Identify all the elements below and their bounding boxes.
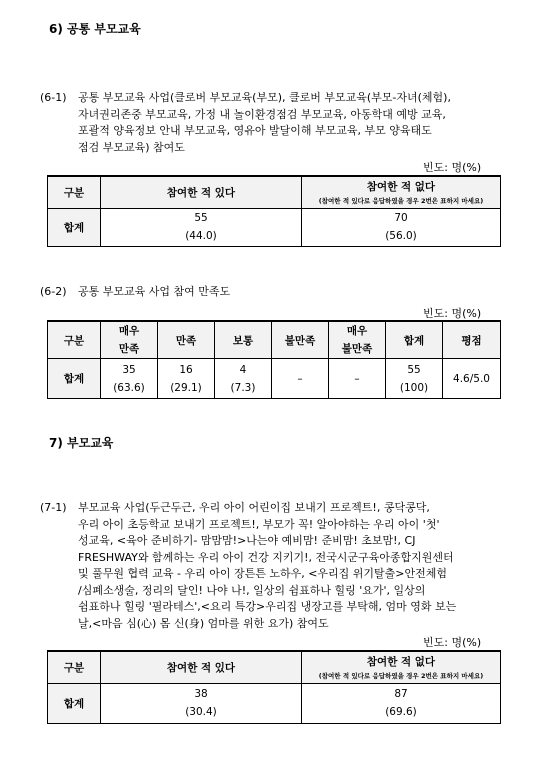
header-not-participated-label: 참여한 적 없다 xyxy=(366,181,436,194)
question-7-1-line: FRESHWAY와 함께하는 우리 아이 건강 지키기!, 전국시군구육아종합지원센터 xyxy=(78,550,454,564)
cell-percent: (29.1) xyxy=(170,381,202,394)
header-dissatisfied: 불만족 xyxy=(272,321,329,359)
header-not-participated-label: 참여한 적 없다 xyxy=(366,656,436,669)
unit-label-7-1: 빈도: 명(%) xyxy=(423,636,482,649)
question-7-1-line: 우리 아이 초등학교 보내기 프로젝트!, 부모가 꼭! 알아야하는 우리 아이 '첫' xyxy=(78,517,440,531)
question-6-1-line: 포괄적 양육정보 안내 부모교육, 영유아 발달이해 부모교육, 부모 양육태도 xyxy=(78,124,432,137)
header-note: (참여한 적 있다로 응답하였을 경우 2번은 표하지 마세요) xyxy=(318,197,484,206)
cell-participated xyxy=(101,208,302,246)
cell-very-dissatisfied: – xyxy=(329,359,386,399)
header-line: 만족 xyxy=(118,343,140,355)
question-7-1-line: 날,<마음 심(心) 몸 신(身) 엄마를 위한 요가) 참여도 xyxy=(78,616,329,630)
question-7-1-line: /심폐소생술, 정리의 달인! 나야 나!, 일상의 쉼표하나 힐링 '요가', 일상의 xyxy=(78,583,426,597)
cell-not-participated xyxy=(302,683,501,723)
header-category: 구분 xyxy=(48,321,101,359)
table-6-1 xyxy=(47,175,501,247)
cell-not-participated xyxy=(302,208,501,246)
question-6-1 xyxy=(40,90,451,156)
cell-count: 35 xyxy=(122,363,136,376)
question-7-1-line: 및 풀무원 협력 교육 - 우리 아이 장튼튼 노하우, <우리집 위기탈출>안전체험 xyxy=(78,567,448,580)
header-line: 불만족 xyxy=(341,343,373,355)
cell-neutral xyxy=(215,359,272,399)
unit-label-6-2: 빈도: 명(%) xyxy=(423,307,482,320)
row-total-label: 합계 xyxy=(48,683,101,723)
cell-total xyxy=(386,359,443,399)
cell-percent: (69.6) xyxy=(385,706,417,718)
header-not-participated xyxy=(302,651,501,683)
cell-very-satisfied xyxy=(101,359,158,399)
question-6-1-number: (6-1) xyxy=(40,91,67,104)
header-category: 구분 xyxy=(48,651,101,683)
cell-count: 4 xyxy=(239,363,247,376)
question-6-1-line: 자녀권리존중 부모교육, 가정 내 놀이환경점검 부모교육, 아동학대 예방 교육, xyxy=(78,107,446,121)
cell-percent: (30.4) xyxy=(185,706,217,718)
cell-count: 55 xyxy=(407,363,421,376)
unit-label-6-1: 빈도: 명(%) xyxy=(423,161,482,174)
cell-percent: (63.6) xyxy=(113,381,145,394)
header-score: 평점 xyxy=(443,321,501,359)
question-6-2-text: 공통 부모교육 사업 참여 만족도 xyxy=(78,285,231,298)
header-line: 매우 xyxy=(346,325,368,337)
cell-count: 38 xyxy=(194,688,208,700)
header-participated: 참여한 적 있다 xyxy=(101,651,302,683)
header-not-participated xyxy=(302,176,501,208)
cell-count: 87 xyxy=(394,688,408,700)
section-6-title: 6) 공통 부모교육 xyxy=(49,22,141,36)
cell-participated xyxy=(101,683,302,723)
cell-dissatisfied: – xyxy=(272,359,329,399)
cell-percent: (100) xyxy=(399,381,429,394)
header-note: (참여한 적 있다로 응답하였을 경우 2번은 표하지 마세요) xyxy=(318,672,484,681)
header-participated: 참여한 적 있다 xyxy=(101,176,302,208)
cell-count: 55 xyxy=(194,212,208,224)
question-7-1-line: 부모교육 사업(두근두근, 우리 아이 어린이집 보내기 프로젝트!, 콩닥콩닥, xyxy=(78,501,430,514)
cell-percent: (56.0) xyxy=(385,230,417,242)
row-total-label: 합계 xyxy=(48,359,101,399)
cell-percent: (7.3) xyxy=(230,381,256,394)
header-category: 구분 xyxy=(48,176,101,208)
table-6-2 xyxy=(47,320,501,399)
header-line: 매우 xyxy=(118,325,140,337)
row-total-label: 합계 xyxy=(48,208,101,246)
question-6-2 xyxy=(40,284,230,301)
header-very-satisfied xyxy=(101,321,158,359)
question-7-1-line: 쉼표하나 힐링 '필라테스',<요리 특강>우리집 냉장고를 부탁해, 엄마 영화 보는 xyxy=(78,600,457,613)
cell-satisfied xyxy=(158,359,215,399)
cell-count: 70 xyxy=(394,212,408,224)
question-7-1 xyxy=(40,500,456,632)
question-7-1-number: (7-1) xyxy=(40,501,67,514)
question-6-1-line: 공통 부모교육 사업(클로버 부모교육(부모), 클로버 부모교육(부모-자녀(체험), xyxy=(78,91,451,104)
header-neutral: 보통 xyxy=(215,321,272,359)
header-total: 합계 xyxy=(386,321,443,359)
question-6-1-line: 점검 부모교육) 참여도 xyxy=(78,140,185,154)
question-6-2-number: (6-2) xyxy=(40,285,67,298)
cell-percent: (44.0) xyxy=(185,230,217,242)
cell-score: 4.6/5.0 xyxy=(443,359,501,399)
question-7-1-line: 성교육, <육아 준비하기- 맘맘맘!>나는야 예비맘! 준비맘! 초보맘!, CJ xyxy=(78,534,416,547)
header-very-dissatisfied xyxy=(329,321,386,359)
section-7-title: 7) 부모교육 xyxy=(49,436,114,450)
table-7-1 xyxy=(47,650,501,724)
cell-count: 16 xyxy=(179,363,193,376)
header-satisfied: 만족 xyxy=(158,321,215,359)
